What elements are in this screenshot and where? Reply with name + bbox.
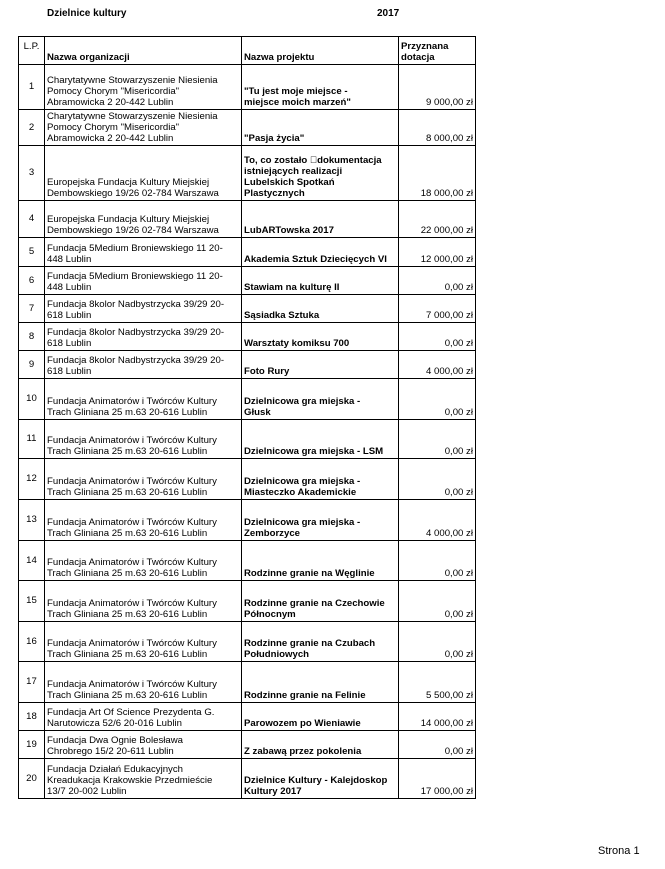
table-row — [19, 323, 476, 351]
table-row — [19, 351, 476, 379]
table-row — [19, 238, 476, 267]
grant-amount-cell: 0,00 zł — [399, 420, 476, 459]
table-row — [19, 622, 476, 662]
organization-cell: Fundacja Animatorów i Twórców Kultury Trach Gliniana 25 m.63 20-616 Lublin — [45, 500, 242, 541]
project-cell: To, co zostało  dokumentacja istniejących realizacji Lubelskich Spotkań Plastycznych — [242, 146, 399, 201]
project-cell: Foto Rury — [242, 351, 399, 379]
organization-cell: Europejska Fundacja Kultury Miejskiej Dembowskiego 19/26 02-784 Warszawa — [45, 201, 242, 238]
grants-table — [18, 36, 476, 799]
organization-cell: Fundacja Animatorów i Twórców Kultury Trach Gliniana 25 m.63 20-616 Lublin — [45, 541, 242, 581]
row-number: 11 — [19, 420, 45, 459]
row-number: 8 — [19, 323, 45, 351]
grant-amount-cell: 14 000,00 zł — [399, 703, 476, 731]
table-header-row — [19, 37, 476, 65]
project-cell: Dzielnicowa gra miejska - Zemborzyce — [242, 500, 399, 541]
organization-cell: Fundacja Art Of Science Prezydenta G. Narutowicza 52/6 20-016 Lublin — [45, 703, 242, 731]
row-number: 3 — [19, 146, 45, 201]
grant-amount-cell: 4 000,00 zł — [399, 351, 476, 379]
row-number: 20 — [19, 759, 45, 799]
table-row — [19, 581, 476, 622]
project-cell: Dzielnicowa gra miejska - Głusk — [242, 379, 399, 420]
row-number: 17 — [19, 662, 45, 703]
organization-cell: Fundacja Animatorów i Twórców Kultury Trach Gliniana 25 m.63 20-616 Lublin — [45, 459, 242, 500]
grant-amount-cell: 8 000,00 zł — [399, 110, 476, 146]
grant-amount-cell: 0,00 zł — [399, 581, 476, 622]
grant-amount-cell: 12 000,00 zł — [399, 238, 476, 267]
project-cell: Sąsiadka Sztuka — [242, 295, 399, 323]
row-number: 9 — [19, 351, 45, 379]
table-row — [19, 267, 476, 295]
table-row — [19, 459, 476, 500]
project-cell: Dzielnicowa gra miejska - Miasteczko Akademickie — [242, 459, 399, 500]
grant-amount-cell: 0,00 zł — [399, 541, 476, 581]
grant-amount-cell: 0,00 zł — [399, 731, 476, 759]
organization-cell: Fundacja 8kolor Nadbystrzycka 39/29 20- 618 Lublin — [45, 295, 242, 323]
project-cell: "Pasja życia" — [242, 110, 399, 146]
column-header-organization: Nazwa organizacji — [45, 37, 242, 65]
grant-amount-cell: 9 000,00 zł — [399, 65, 476, 110]
row-number: 2 — [19, 110, 45, 146]
grant-amount-cell: 7 000,00 zł — [399, 295, 476, 323]
project-cell: LubARTowska 2017 — [242, 201, 399, 238]
row-number: 14 — [19, 541, 45, 581]
grant-amount-cell: 5 500,00 zł — [399, 662, 476, 703]
row-number: 7 — [19, 295, 45, 323]
project-cell: Dzielnicowa gra miejska - LSM — [242, 420, 399, 459]
row-number: 16 — [19, 622, 45, 662]
organization-cell: Fundacja Animatorów i Twórców Kultury Trach Gliniana 25 m.63 20-616 Lublin — [45, 420, 242, 459]
organization-cell: Fundacja 8kolor Nadbystrzycka 39/29 20- 618 Lublin — [45, 323, 242, 351]
grant-amount-cell: 0,00 zł — [399, 459, 476, 500]
table-row — [19, 201, 476, 238]
table-row — [19, 731, 476, 759]
row-number: 4 — [19, 201, 45, 238]
organization-cell: Fundacja Animatorów i Twórców Kultury Trach Gliniana 25 m.63 20-616 Lublin — [45, 581, 242, 622]
table-row — [19, 759, 476, 799]
table-row — [19, 65, 476, 110]
table-row — [19, 703, 476, 731]
project-cell: Rodzinne granie na Czubach Południowych — [242, 622, 399, 662]
grant-amount-cell: 0,00 zł — [399, 622, 476, 662]
table-row — [19, 379, 476, 420]
project-cell: Warsztaty komiksu 700 — [242, 323, 399, 351]
organization-cell: Fundacja 8kolor Nadbystrzycka 39/29 20- 618 Lublin — [45, 351, 242, 379]
table-row — [19, 146, 476, 201]
project-cell: "Tu jest moje miejsce - miejsce moich marzeń" — [242, 65, 399, 110]
row-number: 18 — [19, 703, 45, 731]
row-number: 5 — [19, 238, 45, 267]
row-number: 12 — [19, 459, 45, 500]
organization-cell: Fundacja 5Medium Broniewskiego 11 20- 448 Lublin — [45, 238, 242, 267]
row-number: 13 — [19, 500, 45, 541]
organization-cell: Europejska Fundacja Kultury Miejskiej Dembowskiego 19/26 02-784 Warszawa — [45, 146, 242, 201]
column-header-grant: Przyznana dotacja — [399, 37, 476, 65]
grant-amount-cell: 17 000,00 zł — [399, 759, 476, 799]
organization-cell: Fundacja Animatorów i Twórców Kultury Trach Gliniana 25 m.63 20-616 Lublin — [45, 662, 242, 703]
row-number: 6 — [19, 267, 45, 295]
grant-amount-cell: 0,00 zł — [399, 267, 476, 295]
project-cell: Rodzinne granie na Węglinie — [242, 541, 399, 581]
table-row — [19, 541, 476, 581]
row-number: 15 — [19, 581, 45, 622]
row-number: 10 — [19, 379, 45, 420]
organization-cell: Fundacja Animatorów i Twórców Kultury Trach Gliniana 25 m.63 20-616 Lublin — [45, 622, 242, 662]
organization-cell: Charytatywne Stowarzyszenie Niesienia Pomocy Chorym "Misericordia" Abramowicka 2 20-442 Lublin — [45, 110, 242, 146]
column-header-project: Nazwa projektu — [242, 37, 399, 65]
project-cell: Rodzinne granie na Czechowie Północnym — [242, 581, 399, 622]
project-cell: Parowozem po Wieniawie — [242, 703, 399, 731]
table-row — [19, 662, 476, 703]
grant-amount-cell: 22 000,00 zł — [399, 201, 476, 238]
project-cell: Dzielnice Kultury - Kalejdoskop Kultury 2017 — [242, 759, 399, 799]
project-cell: Rodzinne granie na Felinie — [242, 662, 399, 703]
grant-amount-cell: 4 000,00 zł — [399, 500, 476, 541]
column-header-lp: L.P. — [19, 37, 45, 65]
grant-amount-cell: 18 000,00 zł — [399, 146, 476, 201]
organization-cell: Charytatywne Stowarzyszenie Niesienia Pomocy Chorym "Misericordia" Abramowicka 2 20-442 Lublin — [45, 65, 242, 110]
document-title: Dzielnice kultury — [47, 8, 127, 19]
project-cell: Stawiam na kulturę II — [242, 267, 399, 295]
organization-cell: Fundacja Działań Edukacyjnych Kreadukacja Krakowskie Przedmieście 13/7 20-002 Lublin — [45, 759, 242, 799]
table-row — [19, 110, 476, 146]
table-row — [19, 420, 476, 459]
project-cell: Akademia Sztuk Dziecięcych VI — [242, 238, 399, 267]
page-number: Strona 1 — [598, 845, 640, 857]
grant-amount-cell: 0,00 zł — [399, 379, 476, 420]
table-row — [19, 295, 476, 323]
row-number: 19 — [19, 731, 45, 759]
project-cell: Z zabawą przez pokolenia — [242, 731, 399, 759]
row-number: 1 — [19, 65, 45, 110]
organization-cell: Fundacja Animatorów i Twórców Kultury Trach Gliniana 25 m.63 20-616 Lublin — [45, 379, 242, 420]
organization-cell: Fundacja Dwa Ognie Bolesława Chrobrego 15/2 20-611 Lublin — [45, 731, 242, 759]
organization-cell: Fundacja 5Medium Broniewskiego 11 20- 448 Lublin — [45, 267, 242, 295]
grant-amount-cell: 0,00 zł — [399, 323, 476, 351]
document-year: 2017 — [377, 8, 400, 19]
table-row — [19, 500, 476, 541]
